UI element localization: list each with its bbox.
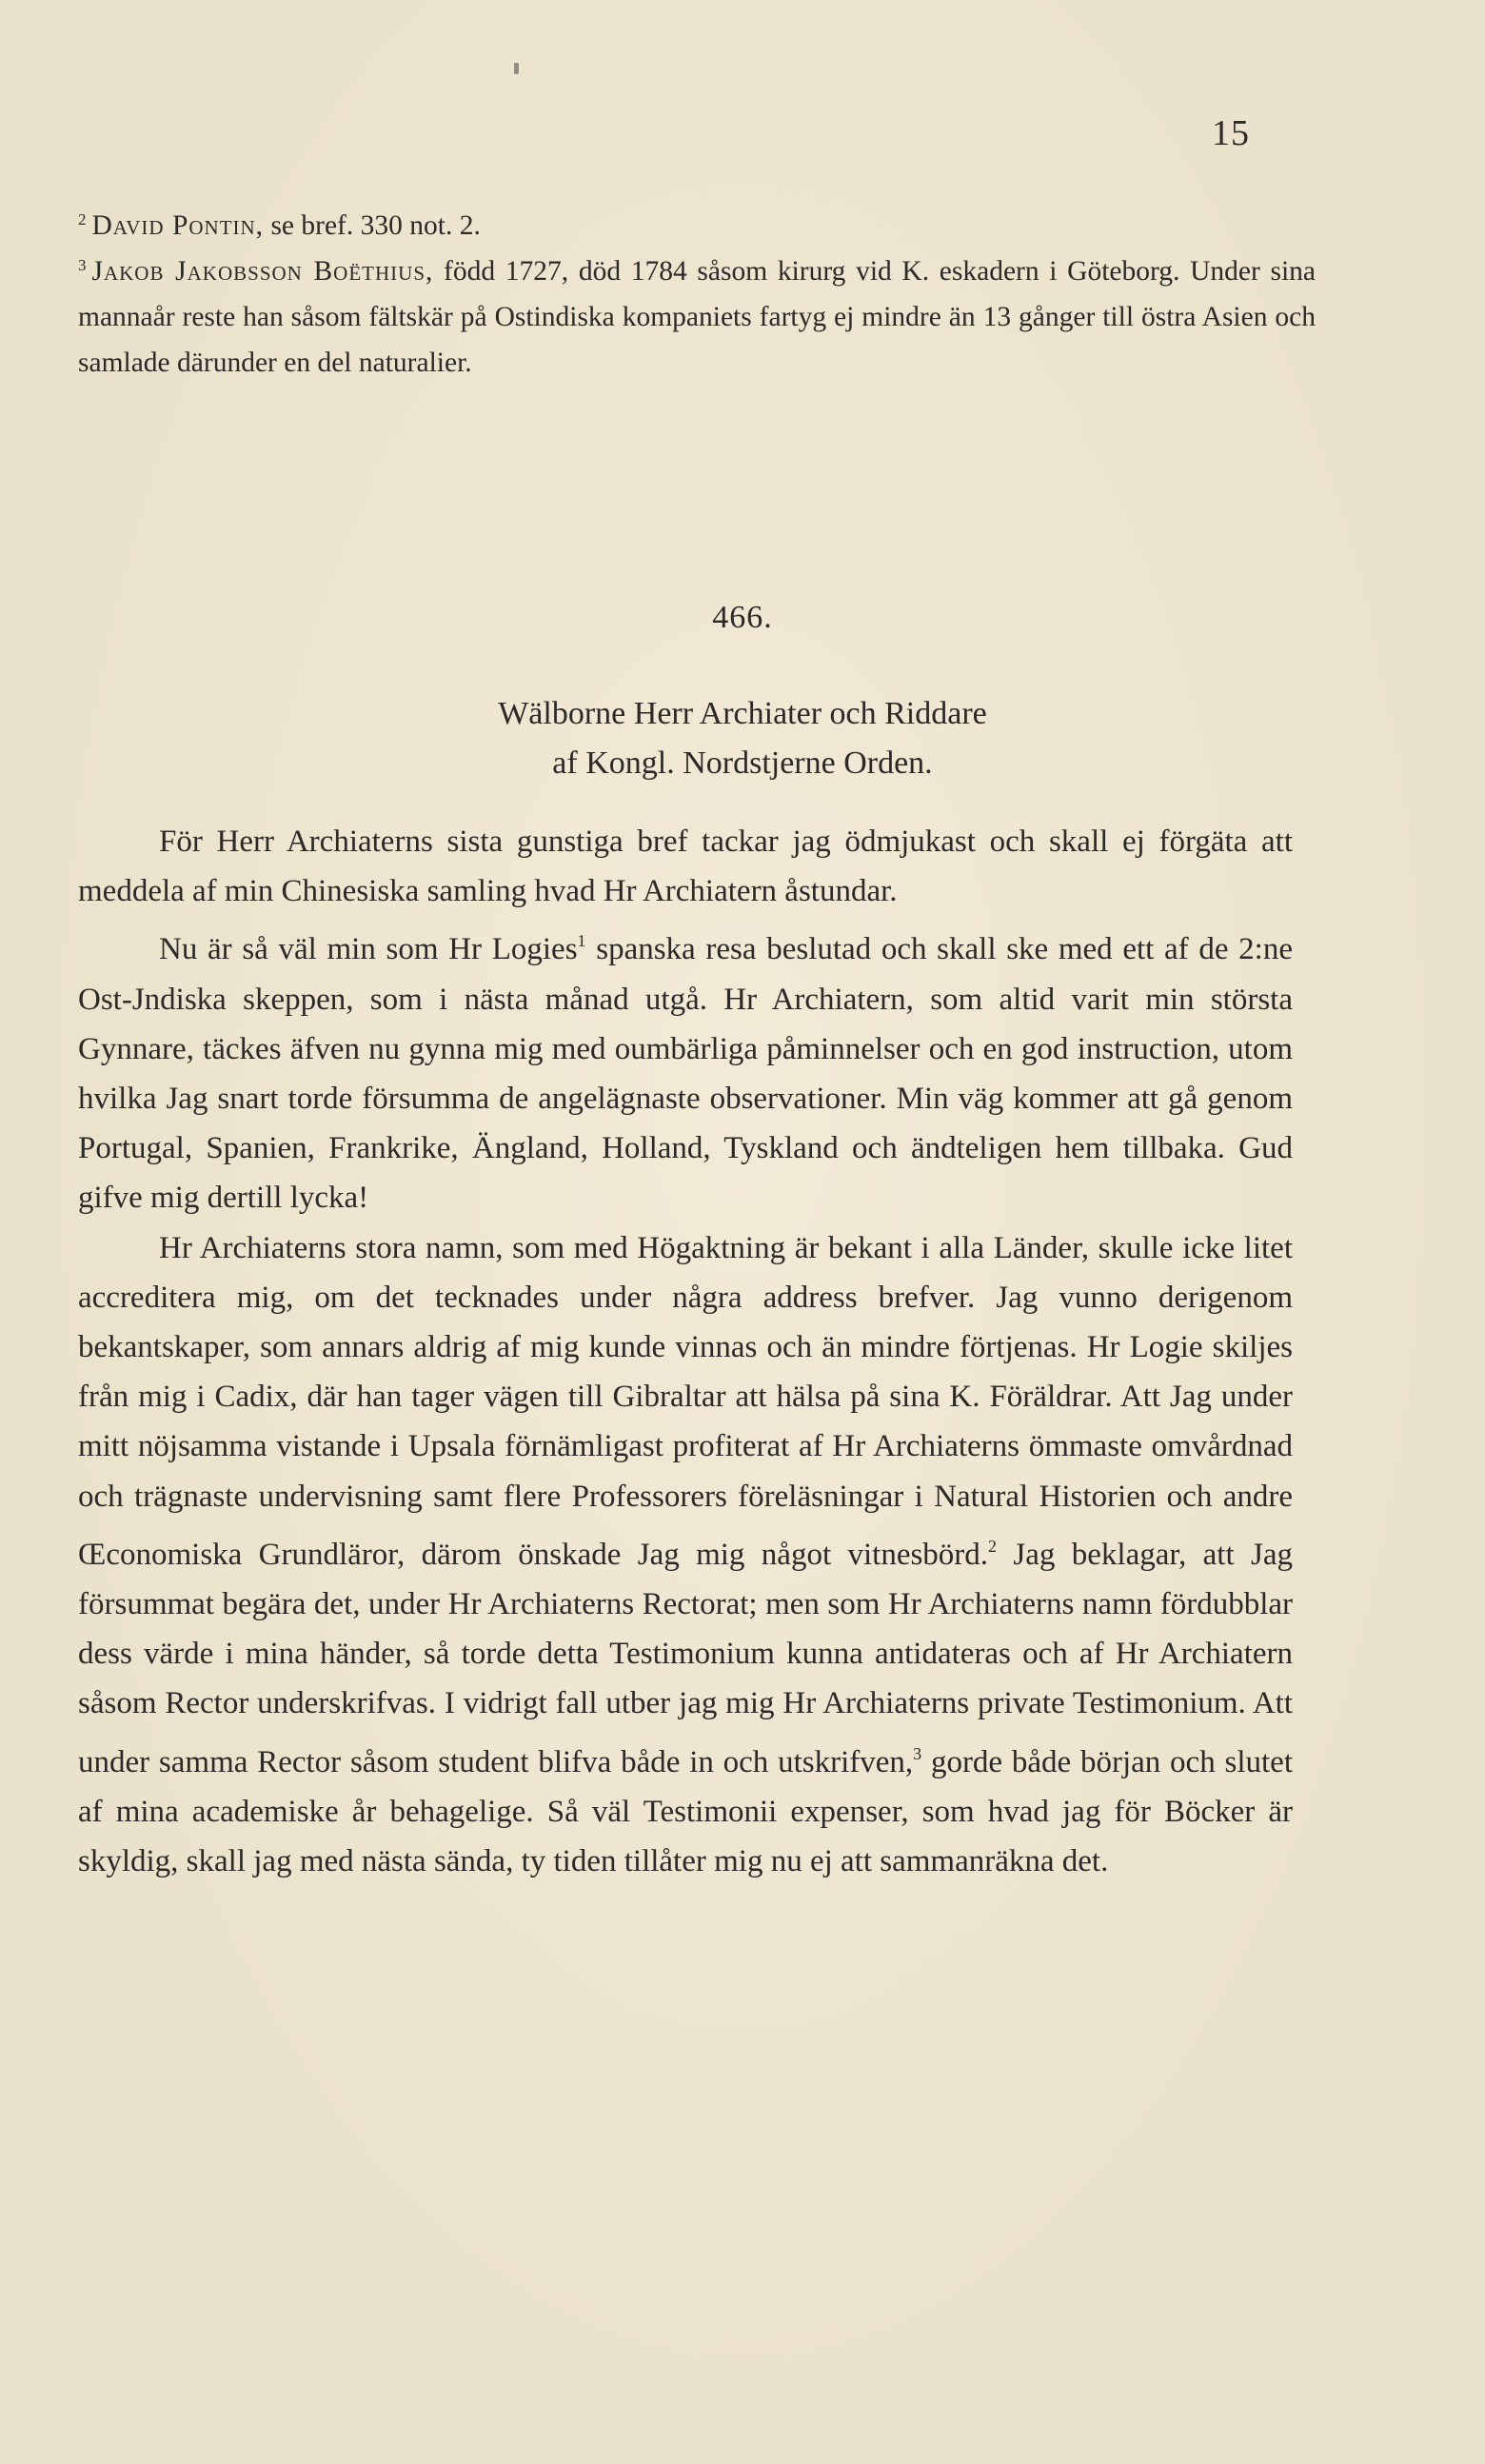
paragraph-text: Jag beklagar, att Jag försummat begära det, under Hr Archiaterns Rectorat; men som Hr Archiaterns namn fördubblar dess värde i mina händer, så torde detta Testimonium kunna antidateras och af Hr Archiatern såsom Rector underskrifvas. I vidrigt fall utber jag mig Hr Archiaterns private Testimonium. Att under samma Rector såsom student blifva både in och utskrifven, <box>78 1537 1293 1779</box>
footnote-marker: 2 <box>78 210 87 229</box>
footnote-text: född 1727, död 1784 såsom kirurg vid K. eskadern i Göteborg. Under sina mannaår reste han såsom fältskär på Ostindiska kompaniets fartyg ej mindre än 13 gånger till östra Asien och samlade därunder en del naturalier. <box>78 256 1316 378</box>
paragraph-text: För Herr Archiaterns sista gunstiga bref tackar jag ödmjukast och skall ej förgäta att meddela af min Chinesiska samling hvad Hr Archiatern åstundar. <box>78 825 1293 909</box>
footnote-text: se bref. 330 not. 2. <box>264 210 481 241</box>
paragraph <box>78 916 1293 1222</box>
footnote-reference: 1 <box>577 931 586 951</box>
footnote-marker: 3 <box>78 256 87 274</box>
salutation-line: af Kongl. Nordstjerne Orden. <box>552 745 933 781</box>
page-number: 15 <box>1212 113 1250 153</box>
footnote-2 <box>78 197 1316 248</box>
paragraph <box>78 817 1293 916</box>
paragraph-text: spanska resa beslutad och skall ske med ett af de 2:ne Ost-Jndiska skeppen, som i nästa månad utgå. Hr Archiatern, som altid varit min största Gynnare, täckes äfven nu gynna mig med oumbärliga påminnelser och en god instruction, utom hvilka Jag snart torde försumma de angelägnaste observationer. Min väg kommer att gå genom Portugal, Spanien, Frankrike, Ängland, Holland, Tyskland och ändteligen hem tillbaka. Gud gifve mig dertill lycka! <box>78 932 1293 1216</box>
paragraph-text: gorde både början och slutet af mina academiske år behagelige. Så väl Testimonii expenser, som hvad jag för Böcker är skyldig, skall jag med nästa sända, ty tiden tillåter mig nu ej att sammanräkna det. <box>78 1744 1293 1879</box>
paragraph-text: Hr Archiaterns stora namn, som med Högaktning är bekant i alla Länder, skulle icke litet accreditera mig, om det tecknades under några address brefver. Jag vunno derigenom bekantskaper, som annars aldrig af mig kunde vinnas och än mindre förtjenas. Hr Logie skiljes från mig i Cadix, där han tager vägen till Gibraltar att hälsa på sina K. Föräldrar. Att Jag under mitt nöjsamma vistande i Upsala förnämligast profiterat af Hr Archiaterns ömmaste omvårdnad och trägnaste undervisning samt flere Professorers föreläsningar i Natural Historien och andre Œconomiska Grundläror, därom önskade Jag mig något vitnesbörd. <box>78 1230 1293 1572</box>
salutation <box>0 689 1485 788</box>
footnote-person-name: Jakob Jakobsson Boëthius, <box>91 256 434 287</box>
ink-speck <box>514 63 519 74</box>
footnote-reference: 2 <box>988 1536 998 1556</box>
letter-body <box>78 817 1293 1886</box>
footnote-person-name: David Pontin, <box>91 210 265 241</box>
paragraph-text: Nu är så väl min som Hr Logies <box>159 932 578 967</box>
footnote-reference: 3 <box>913 1743 922 1763</box>
footnote-3 <box>78 243 1316 386</box>
salutation-line: Wälborne Herr Archiater och Riddare <box>498 696 987 731</box>
paragraph <box>78 1223 1293 1887</box>
letter-number: 466. <box>712 600 773 635</box>
